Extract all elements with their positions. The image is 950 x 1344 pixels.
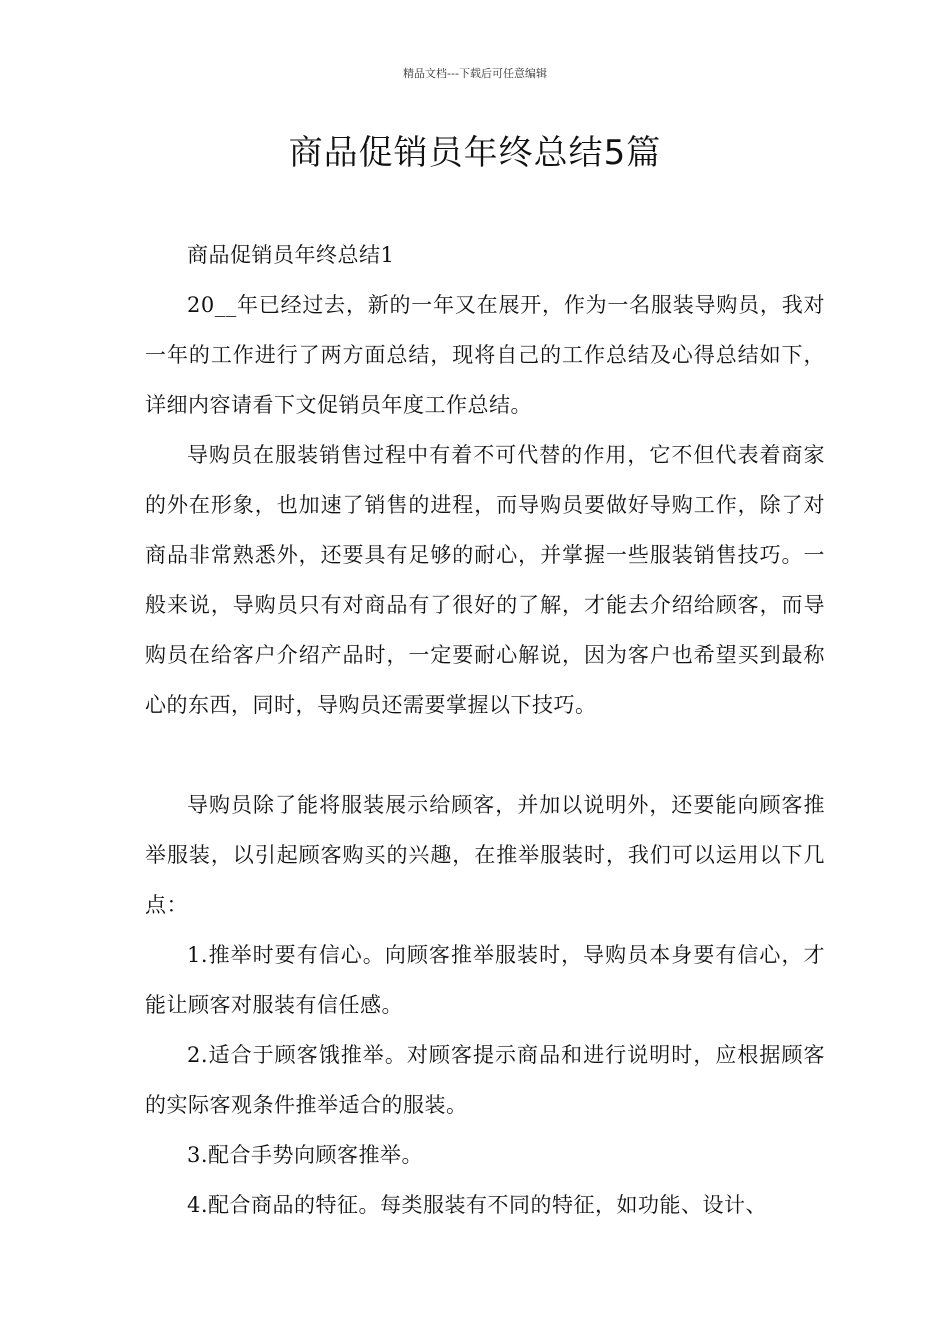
- document-title: 商品促销员年终总结5篇: [288, 133, 662, 173]
- document-body: [145, 230, 825, 1230]
- list-item: 2.适合于顾客饿推举。对顾客提示商品和进行说明时，应根据顾客的实际客观条件推举适合的服装。: [145, 1043, 825, 1117]
- paragraph: 20__年已经过去，新的一年又在展开，作为一名服装导购员，我对一年的工作进行了两方面总结，现将自己的工作总结及心得总结如下，详细内容请看下文促销员年度工作总结。: [145, 293, 825, 417]
- section-heading: 商品促销员年终总结1: [187, 243, 395, 267]
- paragraph: 导购员在服装销售过程中有着不可代替的作用，它不但代表着商家的外在形象，也加速了销售的进程，而导购员要做好导购工作，除了对商品非常熟悉外，还要具有足够的耐心，并掌握一些服装销售技巧。一般来说，导购员只有对商品有了很好的了解，才能去介绍给顾客，而导购员在给客户介绍产品时，一定要耐心解说，因为客户也希望买到最称心的东西，同时，导购员还需要掌握以下技巧。: [145, 443, 825, 717]
- list-item: 4.配合商品的特征。每类服装有不同的特征，如功能、设计、: [187, 1193, 768, 1217]
- list-item: 1.推举时要有信心。向顾客推举服装时，导购员本身要有信心，才能让顾客对服装有信任感。: [145, 943, 825, 1017]
- header-note: 精品文档---下载后可任意编辑: [403, 67, 547, 80]
- paragraph: 导购员除了能将服装展示给顾客，并加以说明外，还要能向顾客推举服装，以引起顾客购买的兴趣，在推举服装时，我们可以运用以下几点：: [145, 793, 825, 917]
- list-item: 3.配合手势向顾客推举。: [187, 1143, 424, 1167]
